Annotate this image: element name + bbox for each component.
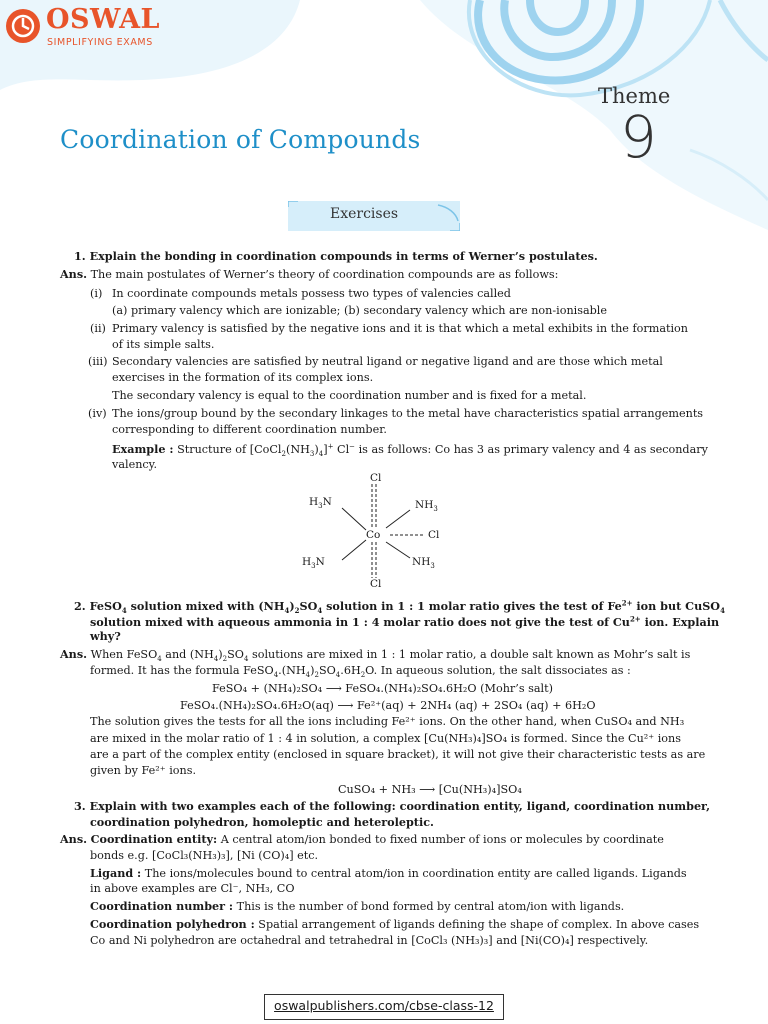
nh3-top-right	[415, 499, 438, 514]
t: )	[218, 648, 223, 661]
q2-answer-l1	[60, 646, 690, 663]
q1-iii-l2: exercises in the formation of its complex ions.	[112, 371, 374, 384]
q3-entity-l1	[60, 831, 664, 848]
cl-right: Cl	[428, 529, 440, 541]
sub: 2	[281, 450, 286, 459]
q2-question-l1	[74, 598, 725, 614]
sub: 2	[222, 655, 228, 664]
t: formed. It has the formula FeSO	[90, 664, 274, 677]
example-tail: is as follows: Co has 3 as primary valency and 4 as secondary	[355, 443, 708, 456]
sub: 3	[311, 562, 316, 571]
example-mid: (NH	[285, 443, 310, 456]
theme-label: Theme	[598, 84, 671, 108]
t: ion. Explain	[640, 615, 720, 629]
example-pre: Structure of [CoCl	[177, 443, 282, 456]
sub: 4	[305, 671, 311, 680]
h: H	[309, 496, 319, 508]
cl-top: Cl	[370, 472, 382, 484]
t: .6H	[340, 664, 361, 677]
t: solution mixed with (NH	[126, 599, 285, 613]
t: solution mixed with aqueous ammonia in 1 : 4 molar ratio does not give the test of Cu	[90, 615, 630, 629]
entity-label: Coordination entity:	[90, 832, 218, 846]
t: .(NH	[278, 664, 306, 677]
q3-ligand-l1	[90, 865, 687, 882]
cl-bottom: Cl	[370, 578, 382, 590]
sup: 2+	[621, 598, 633, 608]
q1-example: Example : Structure of $[CoCl_2(NH_3)_4]^+$ Cl− is as follows: Co has 3 as primary valency and 4 as secondary	[112, 442, 708, 459]
q3-question-l2: coordination polyhedron, homoleptic and heteroleptic.	[90, 815, 434, 829]
sub: 4	[243, 655, 249, 664]
q2-answer-l5: are a part of the complex entity (enclosed in square bracket), it will not give their characteristic tests as are	[90, 748, 706, 761]
t: O. In aqueous solution, the salt dissociates as :	[365, 664, 631, 677]
q3-entity-l2: bonds e.g. [CoCl₃(NH₃)₃], [Ni (CO)₄] etc.	[90, 849, 319, 862]
h: H	[302, 556, 312, 568]
nh: NH	[412, 556, 431, 568]
chapter-title: Coordination of Compounds	[60, 125, 421, 154]
sub: 4	[284, 606, 290, 616]
t: 2. FeSO	[74, 599, 122, 613]
t: ion but CuSO	[632, 599, 721, 613]
sup: 2+	[629, 614, 641, 624]
q3-question-l1: 3. Explain with two examples each of the following: coordination entity, ligand, coordination number,	[74, 799, 711, 813]
q3-poly-l1	[90, 916, 699, 933]
t: solution in 1 : 1 molar ratio gives the test of Fe	[322, 599, 622, 613]
q1-question: 1. Explain the bonding in coordination compounds in terms of Werner’s postulates.	[74, 249, 598, 263]
q3-poly-l2: Co and Ni polyhedron are octahedral and tetrahedral in [CoCl₃ (NH₃)₃] and [Ni(CO)₄] respectively.	[90, 934, 649, 947]
sub: 2	[360, 671, 366, 680]
q1-ii-num: (ii)	[90, 322, 106, 335]
theme-number: 9	[620, 103, 657, 171]
ans-label: Ans.	[60, 832, 88, 846]
q1-iii-l1: Secondary valencies are satisfied by neutral ligand or negative ligand and are those which metal	[112, 355, 663, 368]
q3-cn	[90, 898, 624, 915]
sub: 4	[273, 671, 279, 680]
sub: 3	[309, 450, 315, 459]
sub: 2	[314, 671, 319, 680]
t: )	[289, 599, 295, 613]
sub: 2	[294, 606, 300, 616]
ans-label: Ans.	[60, 267, 88, 281]
q2-equation-3: CuSO₄ + NH₃ ⟶ [Cu(NH₃)₄]SO₄	[338, 783, 522, 796]
q2-equation-2: FeSO₄.(NH₄)₂SO₄.6H₂O(aq) ⟶ Fe²⁺(aq) + 2NH₄ (aq) + 2SO₄ (aq) + 6H₂O	[180, 699, 596, 712]
t: This is the number of bond formed by central atom/ion with ligands.	[233, 900, 625, 913]
h3n-top-left	[309, 496, 332, 511]
poly-label: Coordination polyhedron :	[90, 917, 255, 931]
q1-ii-l1: Primary valency is satisfied by the negative ions and it is that which a metal exhibits in the formation	[112, 322, 688, 335]
q2-question-l2	[90, 614, 719, 630]
q1-iv-num: (iv)	[88, 407, 107, 420]
co-center: Co	[366, 529, 381, 541]
sub: 3	[433, 505, 438, 514]
q1-iii-num: (iii)	[88, 355, 108, 368]
t: SO	[318, 664, 336, 677]
q1-intro: The main postulates of Werner’s theory of coordination compounds are as follows:	[90, 268, 559, 281]
q1-ii-l2: of its simple salts.	[112, 338, 215, 351]
t: solutions are mixed in 1 : 1 molar ratio, a double salt known as Mohr’s salt is	[248, 648, 691, 661]
q1-a-text: (a) primary valency which are ionizable; (b) secondary valency which are non-ionisable	[112, 304, 607, 317]
q1-iv-l1: The ions/group bound by the secondary linkages to the metal have characteristics spatial arrangements	[112, 407, 704, 420]
q2-question-l3: why?	[90, 629, 121, 643]
sup: +	[327, 442, 334, 451]
t: The ions/molecules bound to central atom/ion in coordination entity are called ligands. Ligands	[141, 867, 687, 880]
t: and (NH	[161, 648, 214, 661]
q2-answer-l6: given by Fe²⁺ ions.	[90, 764, 197, 777]
nh: NH	[415, 499, 434, 511]
q1-example-l2: valency.	[112, 458, 158, 471]
brand-tagline: SIMPLIFYING EXAMS	[47, 37, 153, 48]
q1-iii-l3: The secondary valency is equal to the coordination number and is fixed for a metal.	[112, 389, 587, 402]
q1-i-num: (i)	[90, 287, 103, 300]
t: SO	[227, 648, 244, 661]
q2-answer-l4: are mixed in the molar ratio of 1 : 4 in solution, a complex [Cu(NH₃)₄]SO₄ is formed. Since the Cu²⁺ ions	[90, 732, 681, 745]
brand-name: OSWAL	[46, 4, 161, 35]
t: A central atom/ion bonded to fixed number of ions or molecules by coordinate	[217, 833, 664, 846]
q2-equation-1: FeSO₄ + (NH₄)₂SO₄ ⟶ FeSO₄.(NH₄)₂SO₄.6H₂O (Mohr’s salt)	[212, 682, 553, 695]
t: SO	[299, 599, 318, 613]
h3n-bottom-left	[302, 556, 325, 571]
cn-label: Coordination number :	[90, 899, 234, 913]
t: When FeSO	[90, 648, 158, 661]
nh3-bottom-right	[412, 556, 435, 571]
example-post: Cl	[333, 443, 350, 456]
n: N	[322, 496, 332, 508]
t: Spatial arrangement of ligands defining the shape of complex. In above cases	[254, 918, 700, 931]
sub: 4	[157, 655, 162, 664]
sub: 4	[720, 606, 725, 616]
q2-answer-l2	[90, 663, 631, 679]
sup: −	[349, 442, 356, 451]
sub: 4	[213, 655, 219, 664]
ligand-label: Ligand :	[90, 866, 142, 880]
sub: 4	[121, 606, 127, 616]
section-label: Exercises	[330, 206, 399, 222]
sub: 4	[335, 671, 341, 680]
sub: 3	[318, 502, 323, 511]
q1-iv-l2: corresponding to different coordination number.	[112, 423, 387, 436]
sub: 3	[430, 562, 435, 571]
sub: 4	[317, 606, 323, 616]
t: )	[310, 664, 315, 677]
ans-label: Ans.	[60, 647, 88, 661]
q1-i-text: In coordinate compounds metals possess two types of valencies called	[112, 287, 511, 300]
example-label: Example :	[112, 442, 174, 456]
oswal-logo-icon	[6, 9, 40, 43]
q2-answer-l3: The solution gives the tests for all the ions including Fe²⁺ ions. On the other hand, when CuSO₄ and NH₃	[90, 715, 685, 728]
q1-answer	[60, 266, 558, 283]
brand-logo	[6, 6, 166, 52]
sub: 4	[318, 450, 324, 459]
n: N	[315, 556, 325, 568]
q3-ligand-l2: in above examples are Cl⁻, NH₃, CO	[90, 882, 295, 895]
footer-link[interactable]: oswalpublishers.com/cbse-class-12	[274, 998, 494, 1013]
